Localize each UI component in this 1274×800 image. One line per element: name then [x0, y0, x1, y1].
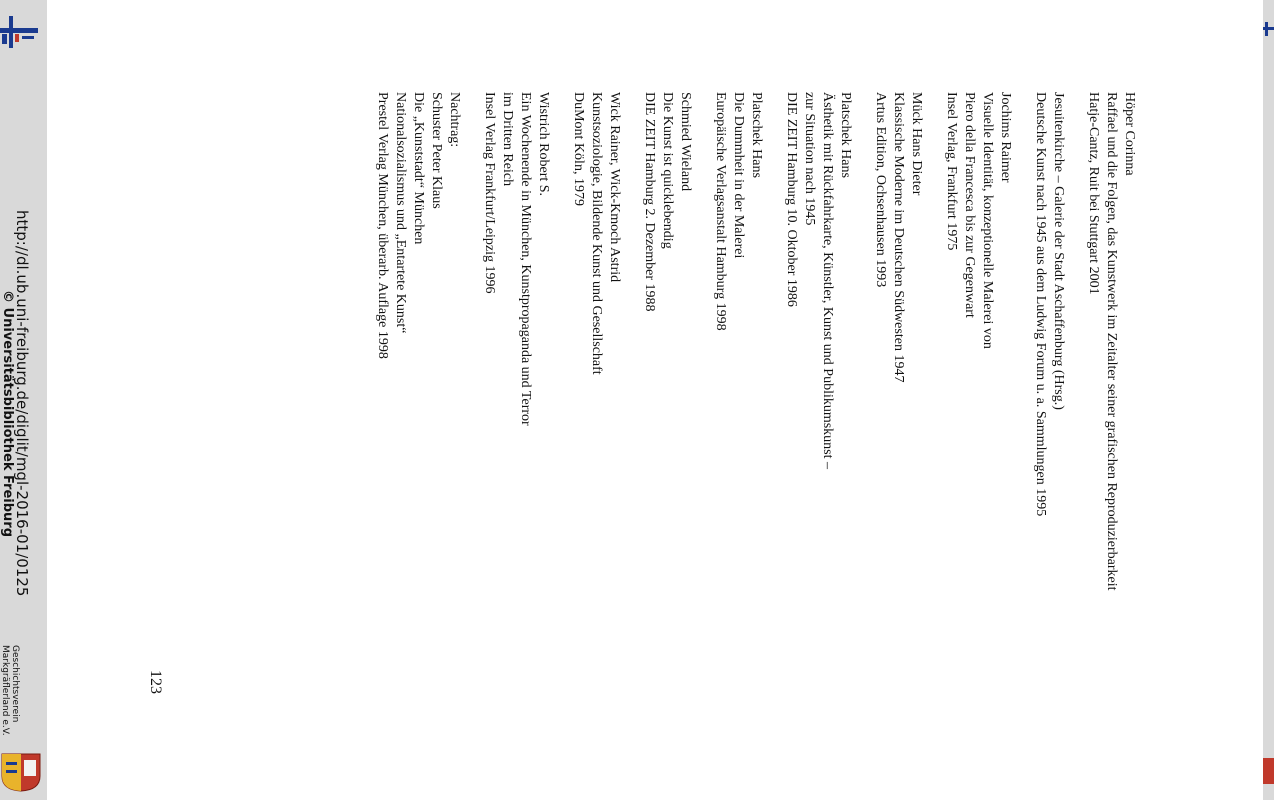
entry-line: Platschek Hans: [749, 92, 764, 178]
entry-line: DIE ZEIT Hamburg 2. Dezember 1988: [642, 92, 657, 312]
entry-line: Ästhetik mit Rückfahrkarte, Künstler, Kunst und Publikumskunst –: [820, 92, 835, 470]
entry-line: Europäische Verlagsanstalt Hamburg 1998: [713, 92, 728, 331]
entry-line: Mück Hans Dieter: [909, 92, 924, 196]
entry-line: Hatje-Cantz, Ruit bei Stuttgart 2001: [1086, 92, 1101, 295]
entry-line: DIE ZEIT Hamburg 10. Oktober 1986: [784, 92, 799, 307]
entry-line: Jesuitenkirche – Galerie der Stadt Aschaffenburg (Hrsg.): [1051, 92, 1066, 410]
bibliography-entry: [871, 92, 925, 652]
bibliography-entry: [569, 92, 623, 652]
society-name-line1: Geschichtsverein: [10, 645, 20, 723]
coat-of-arms-partial-icon: [1263, 758, 1274, 784]
bibliography-entry: [640, 92, 694, 652]
entry-line: zur Situation nach 1945: [802, 92, 817, 226]
source-url[interactable]: http://dl.ub.uni-freiburg.de/diglit/mgl-2016-01/0125: [13, 210, 31, 597]
bibliography-entry: [373, 92, 463, 652]
bibliography-entry: [1084, 92, 1138, 652]
bibliography-entry: [782, 92, 854, 652]
bibliography-entry: [1031, 92, 1067, 652]
bibliography-entry: [711, 92, 765, 652]
entry-line: Wistrich Robert S.: [536, 92, 551, 197]
entry-line: Platschek Hans: [838, 92, 853, 178]
entry-line: Ein Wochenende in München, Kunstpropaganda und Terror: [518, 92, 533, 426]
coat-of-arms-icon: [0, 752, 42, 792]
bibliography-entry: [480, 92, 552, 652]
entry-line: Schuster Peter Klaus: [429, 92, 444, 209]
entry-line: Wick Rainer, Wick-Kmoch Astrid: [607, 92, 622, 283]
entry-line: im Dritten Reich: [500, 92, 515, 187]
entry-line: Deutsche Kunst nach 1945 aus dem Ludwig Forum u. a. Sammlungen 1995: [1033, 92, 1048, 517]
library-logo-partial-icon: [1263, 22, 1274, 36]
entry-line: Klassische Moderne im Deutschen Südwesten 1947: [891, 92, 906, 383]
society-name: [0, 645, 20, 736]
entry-line: Artus Edition, Ochsenhausen 1993: [873, 92, 888, 288]
entry-line: Nationalsozialismus und „Entartete Kunst“: [393, 92, 408, 334]
page-number: 123: [147, 670, 164, 694]
entry-line: Die Kunst ist quicklebendig: [660, 92, 675, 249]
entry-line: Schmied Wieland: [678, 92, 693, 192]
entry-line: Kunstsoziologie, Bildende Kunst und Gesellschaft: [589, 92, 604, 375]
entry-line: Visuelle Identität, konzeptionelle Malerei von: [980, 92, 995, 349]
society-name-line2: Markgräflerland e.V.: [0, 645, 10, 736]
entry-line: Die „Kunststadt“ München: [411, 92, 426, 245]
entry-line: DuMont Köln, 1979: [571, 92, 586, 206]
right-margin-strip: [1263, 0, 1274, 800]
bibliography-entry: [942, 92, 1014, 652]
copyright-notice: © Universitätsbibliothek Freiburg: [0, 290, 15, 538]
entry-line: Piero della Francesca bis zur Gegenwart: [962, 92, 977, 318]
entry-line: Insel Verlag Frankfurt/Leipzig 1996: [482, 92, 497, 294]
entry-line: Prestel Verlag München, überarb. Auflage 1998: [375, 92, 390, 359]
entry-line: Insel Verlag, Frankfurt 1975: [944, 92, 959, 251]
entry-line: Die Dummheit in der Malerei: [731, 92, 746, 259]
entry-line: Höper Corinna: [1122, 92, 1137, 176]
entry-line: Jochims Raimer: [998, 92, 1013, 183]
entry-line: Nachtrag:: [447, 92, 462, 148]
bibliography-list: [356, 92, 1138, 652]
entry-line: Raffael und die Folgen, das Kunstwerk im Zeitalter seiner grafischen Reproduzierbarkeit: [1104, 92, 1119, 591]
library-logo-icon: [0, 12, 38, 52]
